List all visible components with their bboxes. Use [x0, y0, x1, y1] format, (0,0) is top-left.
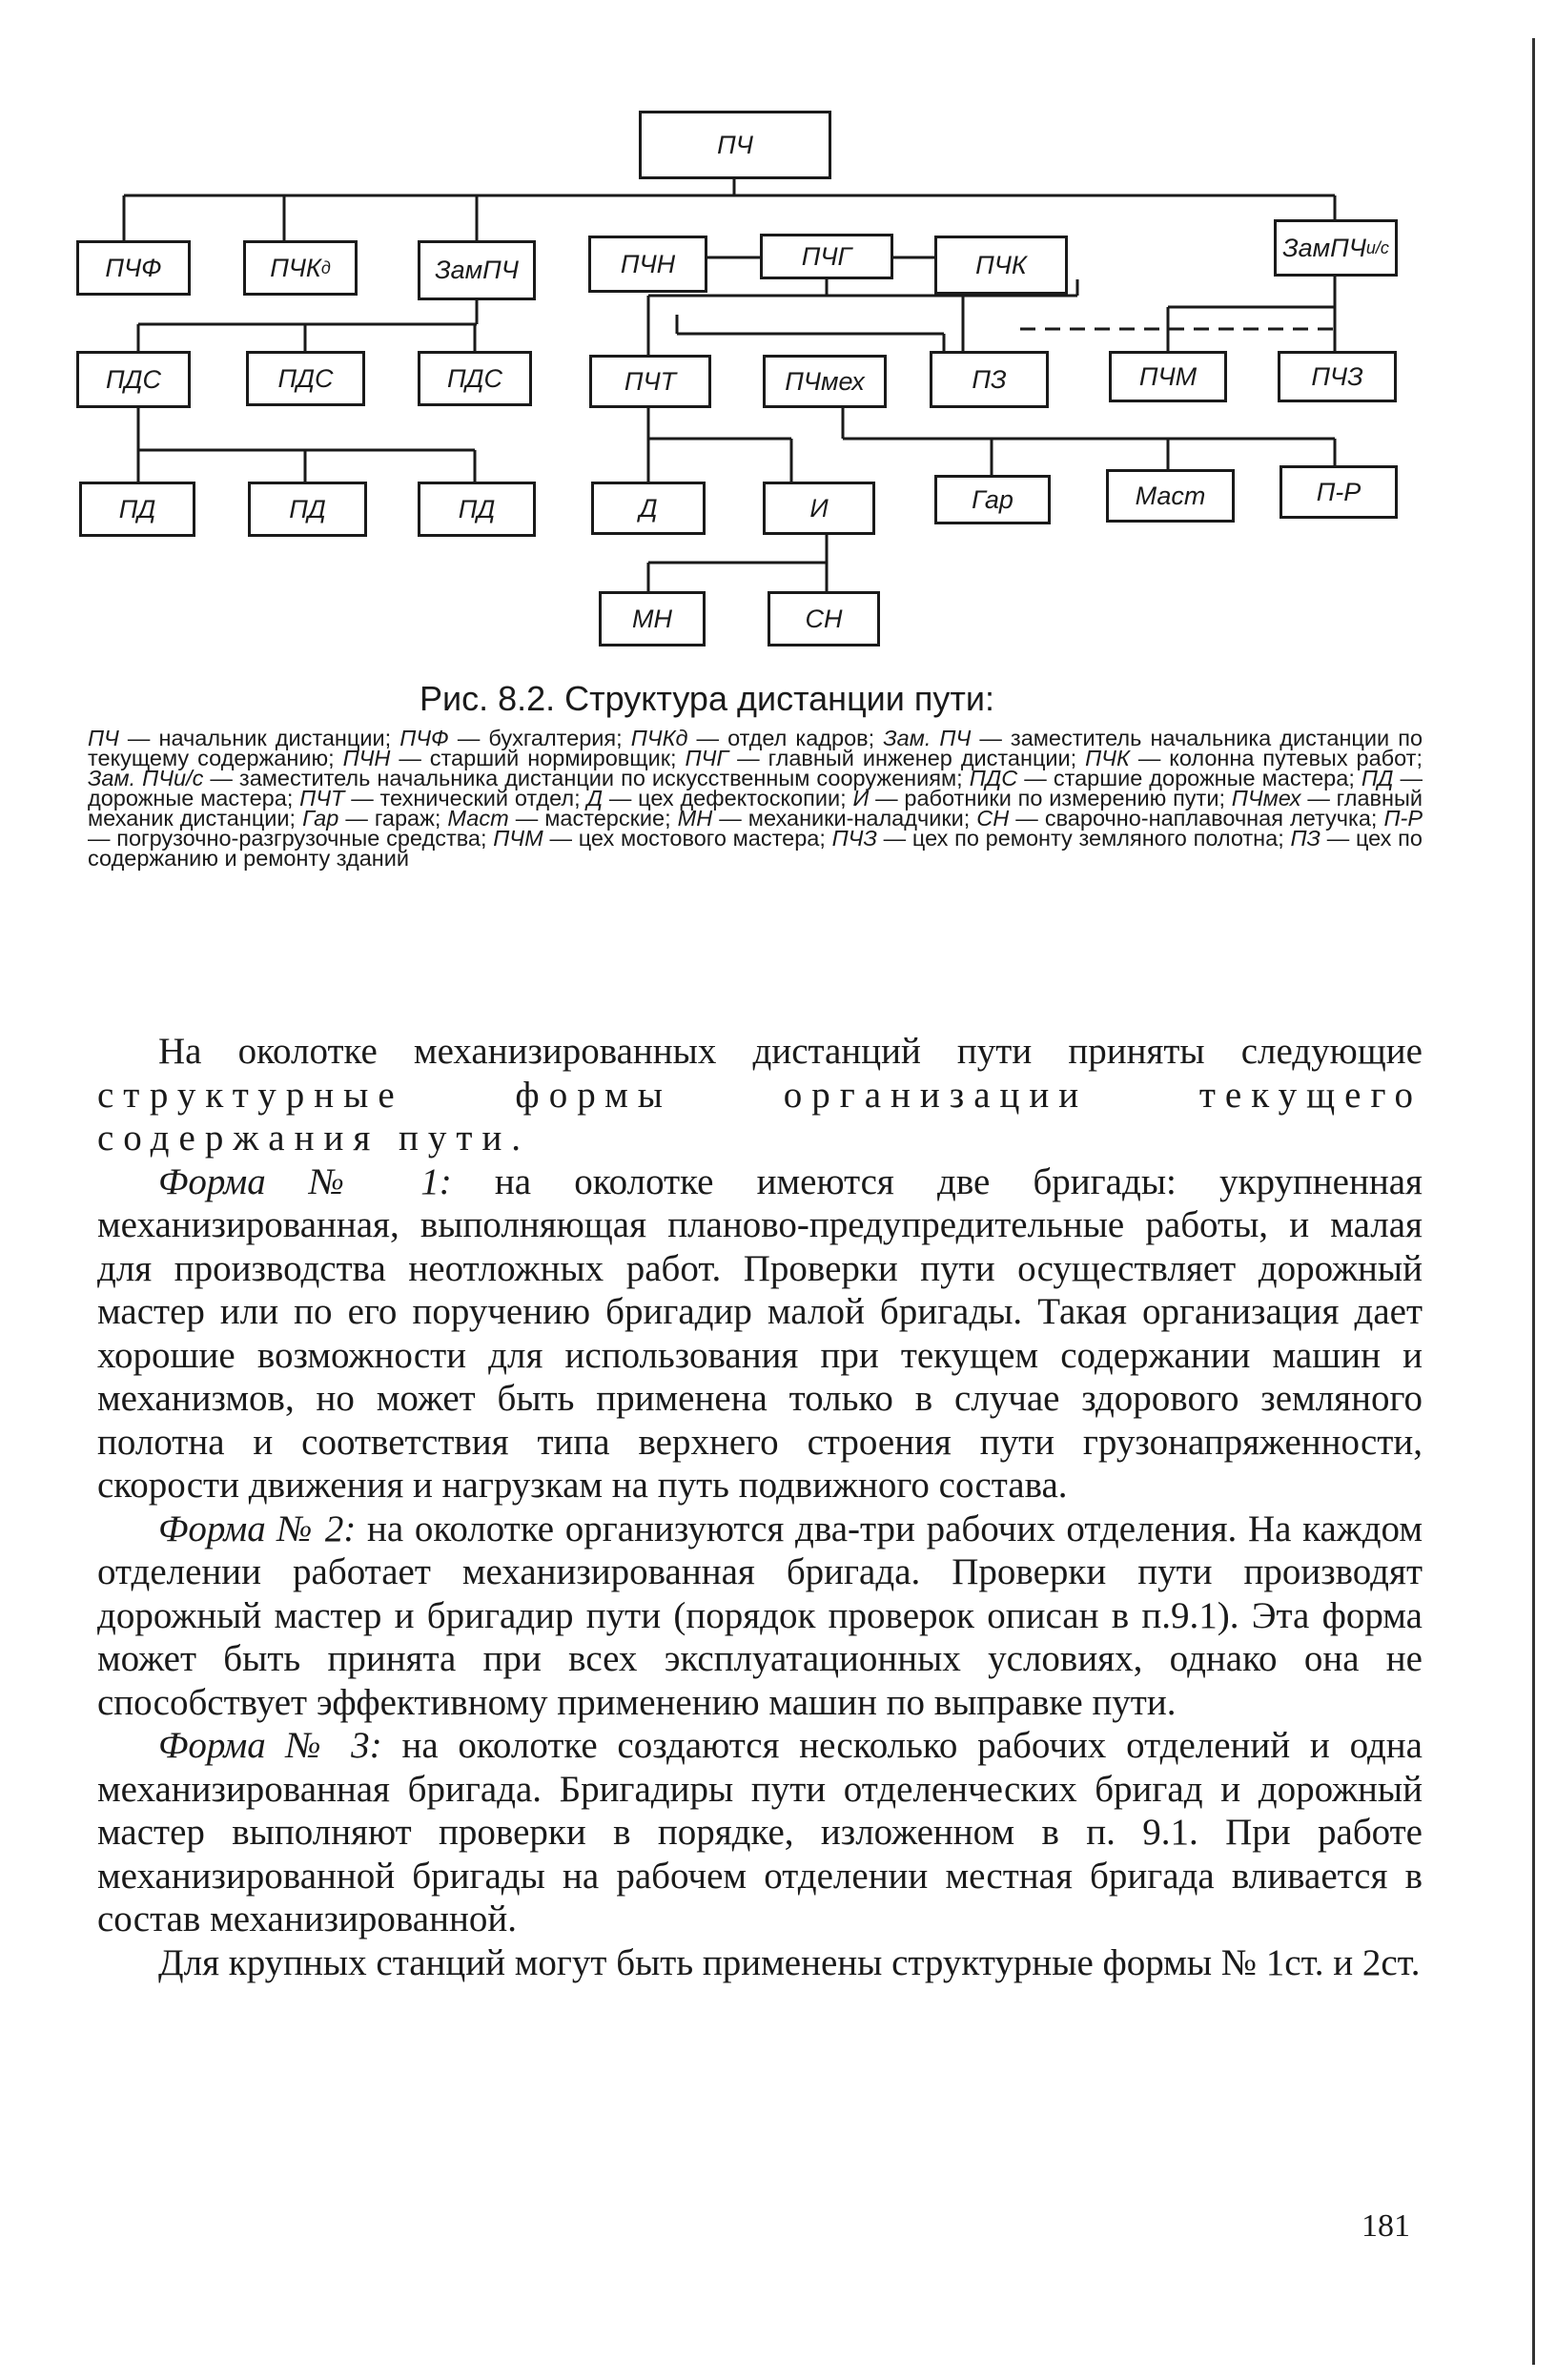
node-pchmeh: ПЧмех — [763, 355, 887, 408]
node-pchz: ПЧЗ — [1278, 351, 1397, 402]
legend-abbr: ПЧН — [342, 746, 391, 770]
legend-text: — дорожные мастера; — [88, 766, 1423, 810]
legend-abbr: Д — [586, 786, 603, 810]
node-pchk: ПЧК — [934, 236, 1068, 295]
paragraph-form-1: Форма № 1: на околотке имеются две бригады: укрупненная механизированная, выполняющая планово-предупредительные работы, и малая для производства неотложных работ. Проверки пути осуществляет дорожный мастер или по его поручению бригадир малой бригады. Такая организация дает хорошие возможности для использования при текущем содержании машин и механизмов, но может быть применена только в случае здорового земляного полотна и соответствия типа верхнего строения пути грузонапряженности, скорости движения и нагрузкам на путь подвижного состава. — [97, 1160, 1423, 1506]
legend-abbr: МН — [677, 806, 713, 831]
node-pd-2: ПД — [248, 482, 367, 537]
legend-abbr: ПЧК — [1085, 746, 1130, 770]
legend-abbr: ПД — [1361, 766, 1394, 790]
node-i: И — [763, 482, 875, 535]
legend-text: — гараж; — [338, 806, 448, 831]
legend-abbr: ПЧ — [88, 726, 119, 750]
node-zam-pch: ЗамПЧ — [418, 240, 536, 300]
legend-text: — сварочно-наплавочная летучка; — [1009, 806, 1384, 831]
legend-abbr: П-Р — [1383, 806, 1423, 831]
node-pds-3: ПДС — [418, 351, 532, 406]
legend-text: — цех мостового мастера; — [543, 826, 832, 851]
node-pz: ПЗ — [930, 351, 1049, 408]
legend-text: — механики-наладчики; — [712, 806, 977, 831]
legend-text: — цех по ремонту земляного полотна; — [876, 826, 1291, 851]
legend-text: — отдел кадров; — [687, 726, 884, 750]
legend-text: — начальник дистанции; — [118, 726, 400, 750]
legend-text: — заместитель начальника дистанции по искусственным сооружениям; — [203, 766, 970, 790]
legend-text: — бухгалтерия; — [448, 726, 631, 750]
legend-abbr: ПЧМ — [493, 826, 543, 851]
node-pchm: ПЧМ — [1109, 351, 1227, 402]
paragraph-form-3: Форма № 3: на околотке создаются несколько рабочих отделений и одна механизированная бригада. Бригадиры пути отделенческих бригад и дорожный мастер выполняют проверки в порядке, изложенном в п. 9.1. При работе механизированной бригады на рабочем отделении местная бригада вливается в состав механизированной. — [97, 1725, 1423, 1939]
legend-text: — мастерские; — [508, 806, 678, 831]
legend-text: — работники по измерению пути; — [869, 786, 1232, 810]
figure-title: Рис. 8.2. Структура дистанции пути: — [420, 679, 994, 718]
node-gar: Гар — [934, 475, 1051, 524]
node-p-r: П-Р — [1280, 465, 1398, 519]
legend-abbr: Зам. ПЧи/с — [88, 766, 204, 790]
legend-text: — колонна путевых работ; — [1129, 746, 1423, 770]
org-chart-connectors — [0, 0, 1556, 667]
node-pcht: ПЧТ — [589, 355, 711, 408]
legend-abbr: ПДС — [969, 766, 1018, 790]
legend-text: — цех дефектоскопии; — [603, 786, 853, 810]
paragraph-form-2: Форма № 2: на околотке организуются два-три рабочих отделения. На каждом отделении работает механизированная бригада. Проверки пути производят дорожный мастер и бригадир пути (порядок проверок описан в п.9.1). Эта форма может быть принята при всех эксплуатационных условиях, однако она не способствует эффективному применению машин по выправке пути. — [97, 1508, 1423, 1723]
node-pchf: ПЧФ — [76, 240, 191, 296]
legend-abbr: ПЧмех — [1231, 786, 1301, 810]
legend-abbr: Гар — [302, 806, 339, 831]
node-pds-2: ПДС — [246, 351, 365, 406]
legend-abbr: ПЧФ — [399, 726, 449, 750]
legend-text: — цех по содержанию и ремонту зданий — [88, 826, 1423, 871]
legend-text: — технический отдел; — [344, 786, 587, 810]
node-pchg: ПЧГ — [760, 234, 893, 279]
node-pd-1: ПД — [79, 482, 195, 537]
node-zam-pch-is: ЗамПЧ и/с — [1274, 219, 1398, 277]
node-pds-1: ПДС — [76, 351, 191, 408]
page-number: 181 — [1362, 2208, 1410, 2244]
legend-abbr: И — [852, 786, 870, 810]
figure-legend — [88, 728, 1423, 869]
legend-text: — главный инженер дистанции; — [728, 746, 1086, 770]
node-pchk-d: ПЧК д — [243, 240, 358, 296]
node-pchn: ПЧН — [588, 236, 707, 293]
legend-abbr: Маст — [447, 806, 509, 831]
legend-text: — старший нормировщик; — [390, 746, 686, 770]
legend-text: — главный механик дистанции; — [88, 786, 1423, 831]
legend-abbr: ПЗ — [1290, 826, 1321, 851]
legend-abbr: ПЧГ — [685, 746, 729, 770]
legend-text: — старшие дорожные мастера; — [1017, 766, 1362, 790]
paragraph-intro: На околотке механизированных дистанций пути приняты следующие структурные формы организации текущего содержания пути. — [97, 1031, 1423, 1159]
node-d: Д — [591, 482, 706, 535]
legend-abbr: Зам. ПЧ — [883, 726, 972, 750]
legend-abbr: ПЧЗ — [831, 826, 877, 851]
legend-abbr: ПЧКд — [630, 726, 688, 750]
node-pch: ПЧ — [639, 111, 831, 179]
org-chart — [0, 0, 1556, 667]
paragraph-final: Для крупных станций могут быть применены структурные формы № 1ст. и 2ст. — [158, 1941, 1421, 1983]
node-mn: МН — [599, 591, 706, 646]
node-sn: СН — [768, 591, 880, 646]
legend-abbr: ПЧТ — [299, 786, 345, 810]
legend-text: — заместитель начальника дистанции по текущему содержанию; — [88, 726, 1423, 770]
legend-abbr: СН — [976, 806, 1010, 831]
node-pd-3: ПД — [418, 482, 536, 537]
legend-text: — погрузочно-разгрузочные средства; — [88, 826, 494, 851]
node-mast: Маст — [1106, 469, 1235, 523]
body-text — [97, 1030, 1423, 1984]
